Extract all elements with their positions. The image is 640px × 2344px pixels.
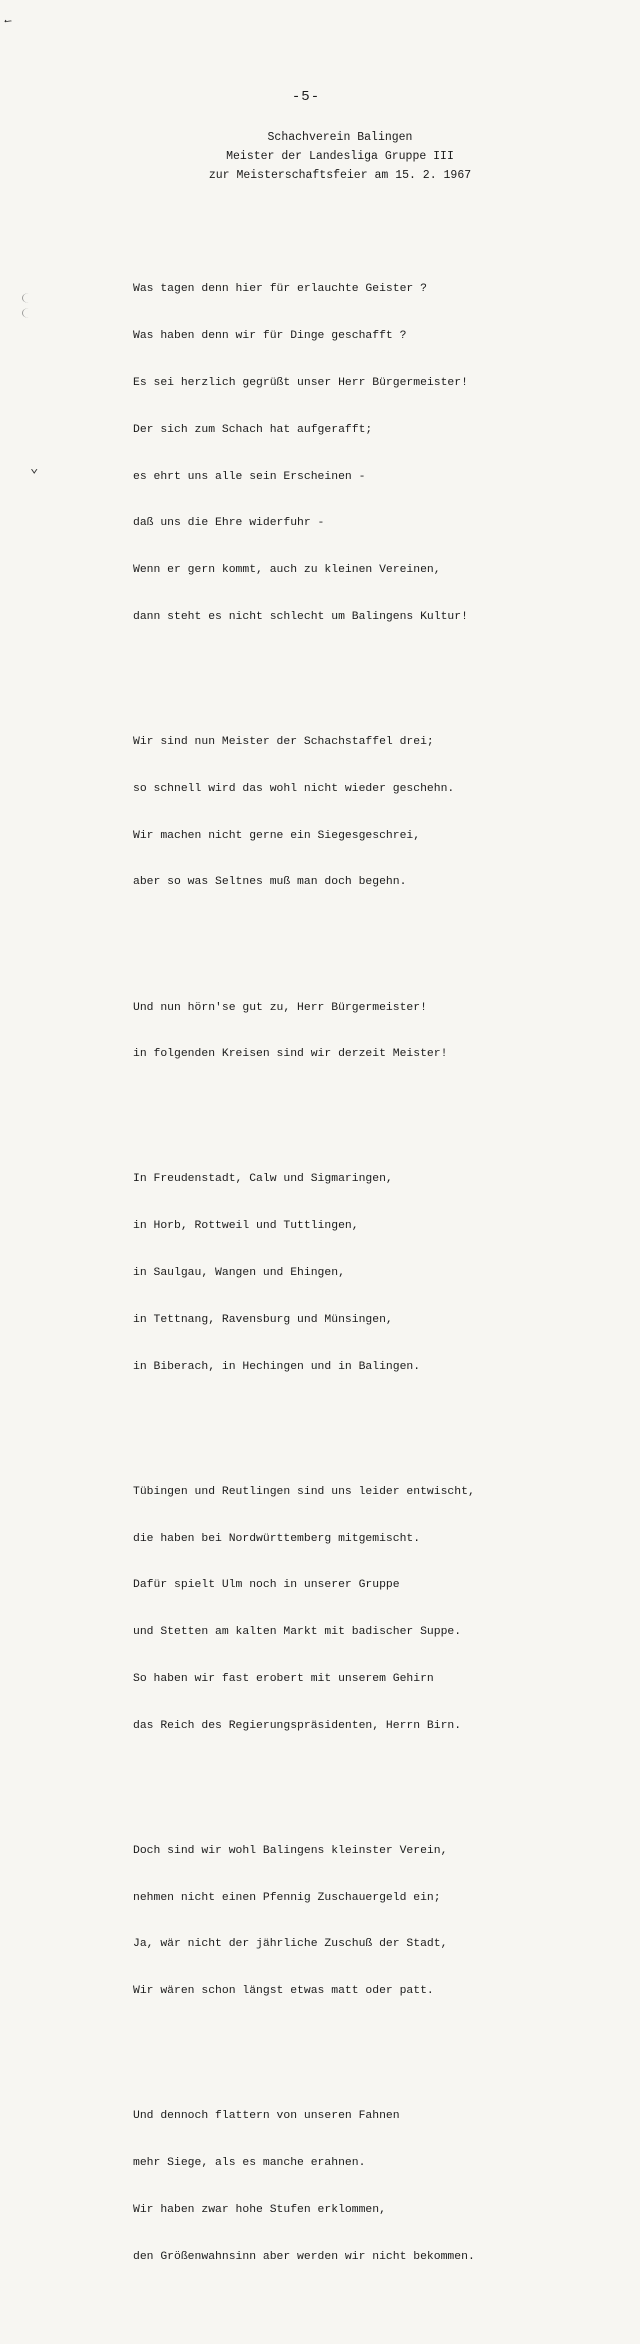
stanza-2 xyxy=(133,704,573,922)
poem-line: daß uns die Ehre widerfuhr - xyxy=(133,517,325,530)
poem-line: die haben bei Nordwürttemberg mitgemischt. xyxy=(133,1532,421,1545)
league-title: Meister der Landesliga Gruppe III xyxy=(226,150,454,163)
poem-line: Der sich zum Schach hat aufgerafft; xyxy=(133,423,373,436)
poem-line: Wir sind nun Meister der Schachstaffel drei; xyxy=(133,736,434,748)
poem-line: Ja, wär nicht der jährliche Zuschuß der Stadt, xyxy=(133,1938,448,1951)
event-title: zur Meisterschaftsfeier am 15. 2. 1967 xyxy=(208,169,472,182)
poem-line: Doch sind wir wohl Balingens kleinster Verein, xyxy=(133,1844,448,1857)
poem-line: Und nun hörn'se gut zu, Herr Bürgermeister! xyxy=(133,1001,427,1014)
poem-line: nehmen nicht einen Pfennig Zuschauergeld ein; xyxy=(133,1891,441,1904)
stanza-7 xyxy=(133,2078,573,2296)
punch-hole-top xyxy=(22,293,35,303)
poem-line: in Saulgau, Wangen und Ehingen, xyxy=(133,1267,345,1279)
poem-line: Dafür spielt Ulm noch in unserer Gruppe xyxy=(133,1579,400,1592)
page-number: -5- xyxy=(291,89,321,105)
poem-body xyxy=(133,220,573,2344)
poem-line: Wir machen nicht gerne ein Siegesgeschrei, xyxy=(133,829,421,842)
poem-line: in Biberach, in Hechingen und in Balingen. xyxy=(133,1360,421,1373)
poem-line: Was tagen denn hier für erlauchte Geister ? xyxy=(133,283,427,296)
poem-line: und Stetten am kalten Markt mit badischer Suppe. xyxy=(133,1626,462,1639)
poem-line: Wir haben zwar hohe Stufen erklommen, xyxy=(133,2203,386,2216)
poem-line: Wenn er gern kommt, auch zu kleinen Vereinen, xyxy=(133,564,441,577)
poem-line: Wir wären schon längst etwas matt oder patt. xyxy=(133,1985,434,1998)
document-header xyxy=(40,128,640,185)
poem-line: das Reich des Regierungspräsidenten, Herrn Birn. xyxy=(133,1719,462,1732)
stanza-3 xyxy=(133,969,573,1094)
poem-line: es ehrt uns alle sein Erscheinen - xyxy=(133,470,366,483)
poem-line: Es sei herzlich gegrüßt unser Herr Bürgermeister! xyxy=(133,376,468,389)
poem-line: in Horb, Rottweil und Tuttlingen, xyxy=(133,1220,359,1233)
corner-check-mark: ✓ xyxy=(0,14,15,30)
club-name: Schachverein Balingen xyxy=(267,131,413,144)
poem-line: Tübingen und Reutlingen sind uns leider entwischt, xyxy=(133,1485,475,1498)
stanza-1 xyxy=(133,251,573,656)
poem-line: In Freudenstadt, Calw und Sigmaringen, xyxy=(133,1173,393,1186)
poem-line: in Tettnang, Ravensburg und Münsingen, xyxy=(133,1313,393,1326)
poem-line: Was haben denn wir für Dinge geschafft ? xyxy=(133,330,407,343)
poem-line: den Größenwahnsinn aber werden wir nicht bekommen. xyxy=(133,2250,475,2263)
poem-line: aber so was Seltnes muß man doch begehn. xyxy=(133,876,407,889)
margin-tick-mark: ⌄ xyxy=(30,461,39,477)
poem-line: mehr Siege, als es manche erahnen. xyxy=(133,2157,366,2170)
punch-hole-top-lower xyxy=(22,308,35,318)
poem-line: in folgenden Kreisen sind wir derzeit Meister! xyxy=(133,1048,448,1061)
poem-line: Und dennoch flattern von unseren Fahnen xyxy=(133,2110,400,2123)
poem-line: So haben wir fast erobert mit unserem Gehirn xyxy=(133,1672,434,1685)
poem-line: dann steht es nicht schlecht um Balingens Kultur! xyxy=(133,610,468,623)
stanza-5 xyxy=(133,1454,573,1766)
stanza-4 xyxy=(133,1141,573,1406)
poem-line: so schnell wird das wohl nicht wieder geschehn. xyxy=(133,782,455,795)
stanza-6 xyxy=(133,1813,573,2031)
